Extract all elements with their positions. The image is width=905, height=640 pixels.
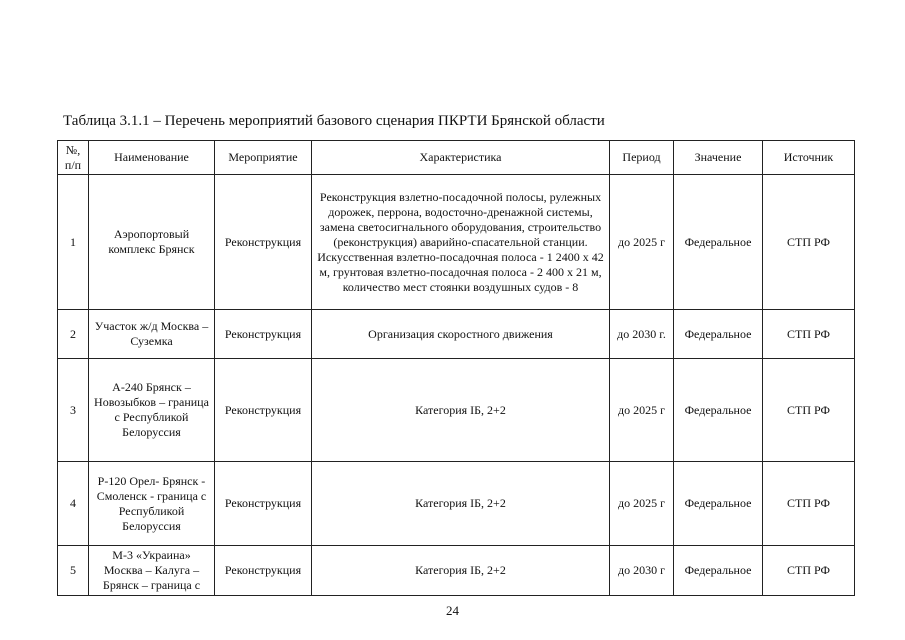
row-characteristic: Категория IБ, 2+2 [312, 462, 610, 546]
row-value: Федеральное [674, 359, 763, 462]
row-num: 3 [58, 359, 89, 462]
row-measure: Реконструкция [215, 546, 312, 596]
row-source: СТП РФ [763, 175, 855, 310]
row-period: до 2030 г [610, 546, 674, 596]
header-measure: Мероприятие [215, 141, 312, 175]
table-row [58, 175, 855, 310]
row-period: до 2025 г [610, 359, 674, 462]
row-characteristic: Категория IБ, 2+2 [312, 546, 610, 596]
row-value: Федеральное [674, 175, 763, 310]
table-caption: Таблица 3.1.1 – Перечень мероприятий базового сценария ПКРТИ Брянской области [63, 113, 605, 129]
row-num: 2 [58, 310, 89, 359]
row-num: 5 [58, 546, 89, 596]
header-characteristic: Характеристика [312, 141, 610, 175]
row-source: СТП РФ [763, 310, 855, 359]
row-characteristic: Организация скоростного движения [312, 310, 610, 359]
page-number: 24 [446, 603, 459, 618]
row-name: А-240 Брянск – Новозыбков – граница с Республикой Белоруссия [89, 359, 215, 462]
row-num: 1 [58, 175, 89, 310]
table-row [58, 546, 855, 596]
header-period: Период [610, 141, 674, 175]
row-measure: Реконструкция [215, 175, 312, 310]
row-measure: Реконструкция [215, 359, 312, 462]
row-measure: Реконструкция [215, 462, 312, 546]
measures-table [57, 140, 855, 596]
row-name: М-3 «Украина» Москва – Калуга – Брянск – граница с [89, 546, 215, 596]
header-value: Значение [674, 141, 763, 175]
row-characteristic: Реконструкция взлетно-посадочной полосы, рулежных дорожек, перрона, водосточно-дренажной системы, замена светосигнального оборудования, строительство (реконструкция) аварийно-спасательной станции. Искусственная взлетно-посадочная полоса - 1 2400 х 42 м, грунтовая взлетно-посадочная полоса - 2 400 х 21 м, количество мест стоянки воздушных судов - 8 [312, 175, 610, 310]
row-source: СТП РФ [763, 462, 855, 546]
table-row [58, 359, 855, 462]
row-name: Аэропортовый комплекс Брянск [89, 175, 215, 310]
header-num: №, п/п [58, 141, 89, 175]
row-measure: Реконструкция [215, 310, 312, 359]
row-source: СТП РФ [763, 359, 855, 462]
table-header-row [58, 141, 855, 175]
row-value: Федеральное [674, 546, 763, 596]
row-value: Федеральное [674, 462, 763, 546]
header-name: Наименование [89, 141, 215, 175]
row-characteristic: Категория IБ, 2+2 [312, 359, 610, 462]
row-num: 4 [58, 462, 89, 546]
table-row [58, 462, 855, 546]
row-source: СТП РФ [763, 546, 855, 596]
row-period: до 2025 г [610, 175, 674, 310]
header-source: Источник [763, 141, 855, 175]
row-name: Р-120 Орел- Брянск - Смоленск - граница с Республикой Белоруссия [89, 462, 215, 546]
row-period: до 2030 г. [610, 310, 674, 359]
table-row [58, 310, 855, 359]
row-period: до 2025 г [610, 462, 674, 546]
row-name: Участок ж/д Москва – Суземка [89, 310, 215, 359]
row-value: Федеральное [674, 310, 763, 359]
